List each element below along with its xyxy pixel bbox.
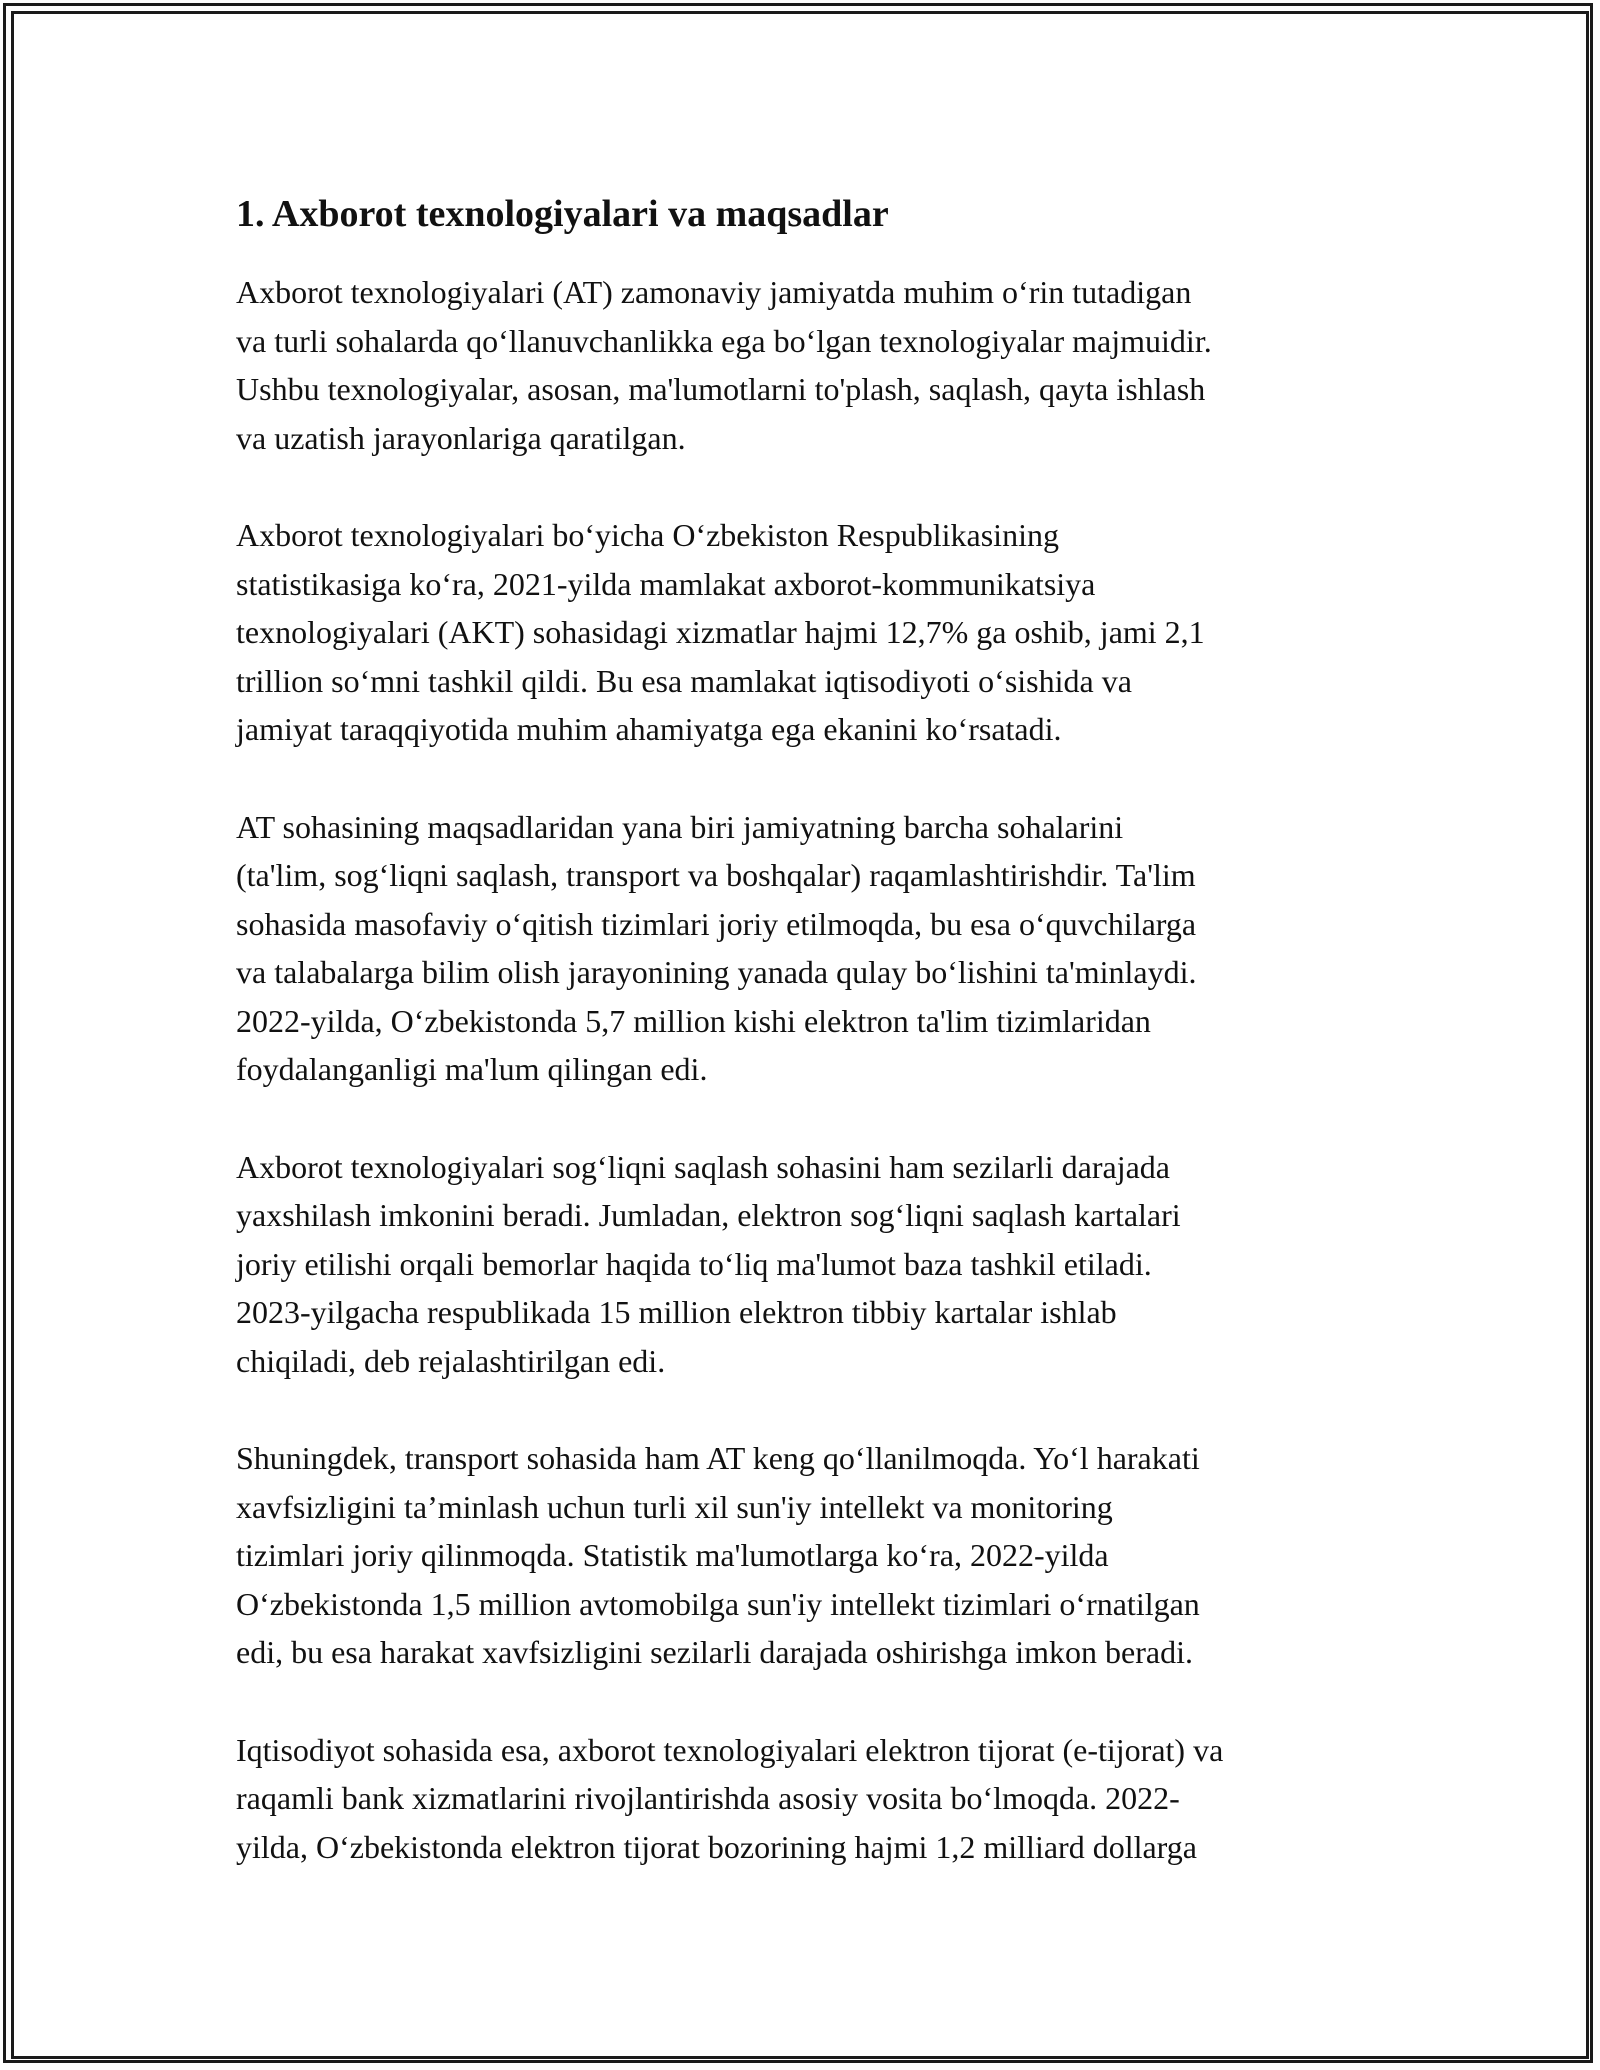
text-line: 2022-yilda, Oʻzbekistonda 5,7 million kishi elektron ta'lim tizimlaridan (236, 1002, 1151, 1039)
text-line: 2023-yilgacha respublikada 15 million elektron tibbiy kartalar ishlab (236, 1294, 1117, 1330)
text-line: raqamli bank xizmatlarini rivojlantirishda asosiy vosita boʻlmoqda. 2022- (236, 1780, 1180, 1816)
text-line: va uzatish jarayonlariga qaratilgan. (236, 419, 686, 456)
text-line: xavfsizligini ta’minlash uchun turli xil sun'iy intellekt va monitoring (236, 1488, 1113, 1525)
text-line: yaxshilash imkonini beradi. Jumladan, elektron sogʻliqni saqlash kartalari (236, 1197, 1181, 1233)
text-line: tizimlari joriy qilinmoqda. Statistik ma'lumotlarga koʻra, 2022-yilda (236, 1537, 1109, 1573)
paragraph-economy (236, 1726, 1376, 1872)
text-line: Iqtisodiyot sohasida esa, axborot texnologiyalari elektron tijorat (e-tijorat) va (236, 1731, 1224, 1768)
paragraph-statistics (236, 511, 1376, 754)
text-line: Oʻzbekistonda 1,5 million avtomobilga sun'iy intellekt tizimlari oʻrnatilgan (236, 1585, 1200, 1622)
paragraph-healthcare (236, 1143, 1376, 1386)
text-line: (ta'lim, sogʻliqni saqlash, transport va boshqalar) raqamlashtirishdir. Ta'lim (236, 857, 1196, 893)
text-line: statistikasiga koʻra, 2021-yilda mamlakat axborot-kommunikatsiya (236, 565, 1096, 602)
text-line: jamiyat taraqqiyotida muhim ahamiyatga ega ekanini koʻrsatadi. (236, 711, 1062, 747)
paragraph-intro (236, 268, 1376, 462)
text-line: AT sohasining maqsadlaridan yana biri jamiyatning barcha sohalarini (236, 808, 1124, 845)
paragraph-education (236, 803, 1376, 1094)
text-line: texnologiyalari (AKT) sohasidagi xizmatlar hajmi 12,7% ga oshib, jami 2,1 (236, 614, 1205, 650)
text-line: sohasida masofaviy oʻqitish tizimlari joriy etilmoqda, bu esa oʻquvchilarga (236, 905, 1197, 942)
text-line: yilda, Oʻzbekistonda elektron tijorat bozorining hajmi 1,2 milliard dollarga (236, 1828, 1197, 1865)
text-line: Axborot texnologiyalari sogʻliqni saqlash sohasini ham sezilarli darajada (236, 1148, 1170, 1185)
text-line: trillion soʻmni tashkil qildi. Bu esa mamlakat iqtisodiyoti oʻsishida va (236, 662, 1132, 699)
text-line: foydalanganligi ma'lum qilingan edi. (236, 1051, 708, 1087)
text-line: joriy etilishi orqali bemorlar haqida toʻliq ma'lumot baza tashkil etiladi. (236, 1245, 1152, 1282)
text-line: Axborot texnologiyalari boʻyicha Oʻzbekiston Respublikasining (236, 517, 1059, 553)
text-line: va turli sohalarda qoʻllanuvchanlikka ega boʻlgan texnologiyalar majmuidir. (236, 322, 1212, 359)
text-line: Shuningdek, transport sohasida ham AT keng qoʻllanilmoqda. Yoʻl harakati (236, 1440, 1200, 1476)
section-heading: 1. Axborot texnologiyalari va maqsadlar (236, 193, 889, 235)
text-line: Ushbu texnologiyalar, asosan, ma'lumotlarni to'plash, saqlash, qayta ishlash (236, 371, 1206, 407)
text-line: chiqiladi, deb rejalashtirilgan edi. (236, 1342, 666, 1379)
text-line: edi, bu esa harakat xavfsizligini sezilarli darajada oshirishga imkon beradi. (236, 1634, 1193, 1670)
text-line: Axborot texnologiyalari (AT) zamonaviy jamiyatda muhim oʻrin tutadigan (236, 274, 1192, 310)
document-body (236, 186, 1376, 1920)
text-line: va talabalarga bilim olish jarayonining yanada qulay boʻlishini ta'minlaydi. (236, 954, 1197, 990)
paragraph-transport (236, 1434, 1376, 1677)
